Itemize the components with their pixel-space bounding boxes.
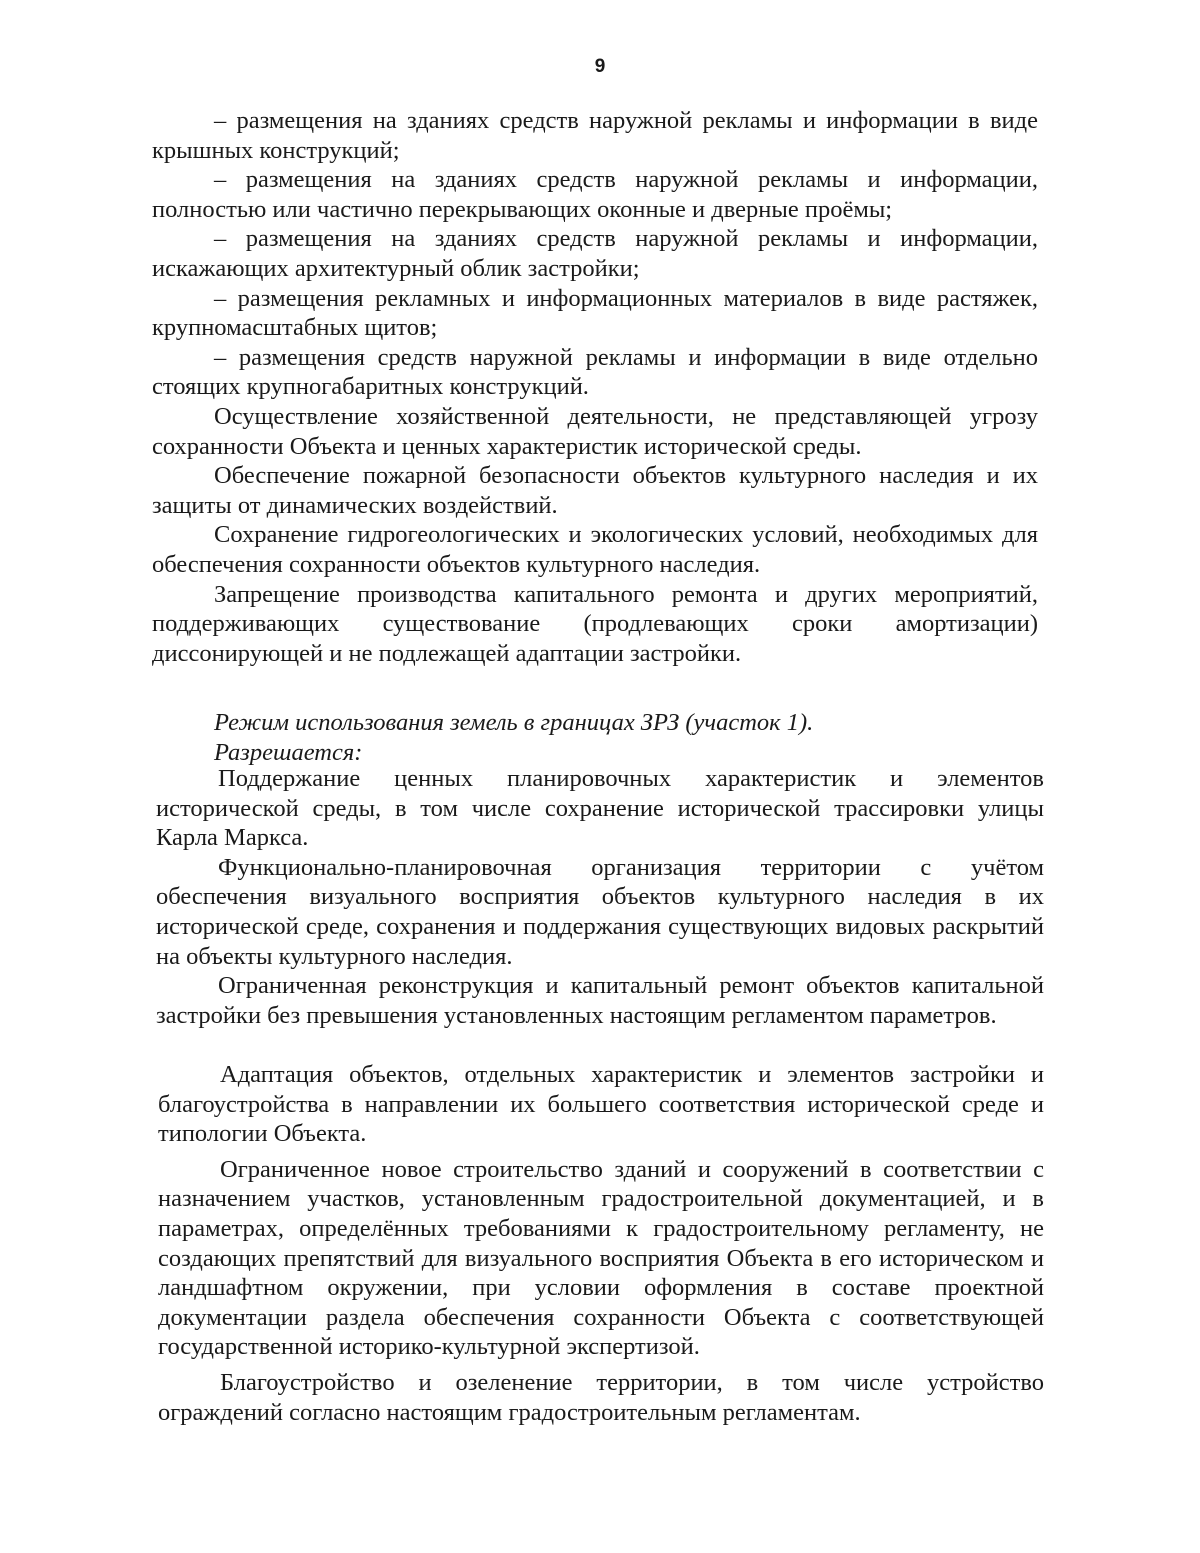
paragraph: Ограниченная реконструкция и капитальный ремонт объектов капитальной застройки без превышения установленных настоящим регламентом параметров. (156, 972, 1044, 1029)
section-subheading: Разрешается: (214, 738, 363, 766)
paragraph: Поддержание ценных планировочных характеристик и элементов исторической среды, в том числе сохранение исторической трассировки улицы Карла Маркса. (156, 765, 1044, 852)
paragraph: Запрещение производства капитального ремонта и других мероприятий, поддерживающих существование (продлевающих сроки амортизации) диссонирующей и не подлежащей адаптации застройки. (152, 580, 1038, 667)
paragraph: – размещения средств наружной рекламы и информации в виде отдельно стоящих крупногабаритных конструкций. (152, 343, 1038, 401)
paragraph: Сохранение гидрогеологических и экологических условий, необходимых для обеспечения сохранности объектов культурного наследия. (152, 521, 1038, 578)
paragraph: Благоустройство и озеленение территории, в том числе устройство ограждений согласно настоящим градостроительным регламентам. (158, 1368, 1044, 1426)
document-body-bottom (158, 1060, 1044, 1433)
paragraph: – размещения на зданиях средств наружной рекламы и информации, полностью или частично перекрывающих оконные и дверные проёмы; (152, 166, 1038, 223)
section-spacer (152, 668, 1038, 708)
paragraph: – размещения на зданиях средств наружной рекламы и информации в виде крышных конструкций; (152, 107, 1038, 164)
paragraph: Адаптация объектов, отдельных характеристик и элементов застройки и благоустройства в направлении их большего соответствия исторической среде и типологии Объекта. (158, 1061, 1044, 1148)
page-number: 9 (594, 56, 606, 77)
paragraph: – размещения на зданиях средств наружной рекламы и информации, искажающих архитектурный облик застройки; (152, 225, 1038, 282)
paragraph: – размещения рекламных и информационных материалов в виде растяжек, крупномасштабных щитов; (152, 284, 1038, 342)
section-heading: Режим использования земель в границах ЗРЗ (участок 1). (214, 709, 814, 737)
paragraph: Обеспечение пожарной безопасности объектов культурного наследия и их защиты от динамических воздействий. (152, 462, 1038, 519)
paragraph: Функционально-планировочная организация территории с учётом обеспечения визуального восприятия объектов культурного наследия в их исторической среде, сохранения и поддержания существующих видовых раскрытий на объекты культурного наследия. (156, 853, 1044, 970)
document-body-top (152, 106, 1038, 767)
document-body-middle (156, 764, 1044, 1030)
paragraph: Ограниченное новое строительство зданий и сооружений в соответствии с назначением участков, установленным градостроительной документацией, и в параметрах, определённых требованиями к градостроительному регламенту, не создающих препятствий для визуального восприятия Объекта в его историческом и ландшафтном окружении, при условии оформления в составе проектной документации раздела обеспечения сохранности Объекта с соответствующей государственной историко-культурной экспертизой. (158, 1155, 1044, 1361)
paragraph: Осуществление хозяйственной деятельности, не представляющей угрозу сохранности Объекта и ценных характеристик исторической среды. (152, 402, 1038, 460)
